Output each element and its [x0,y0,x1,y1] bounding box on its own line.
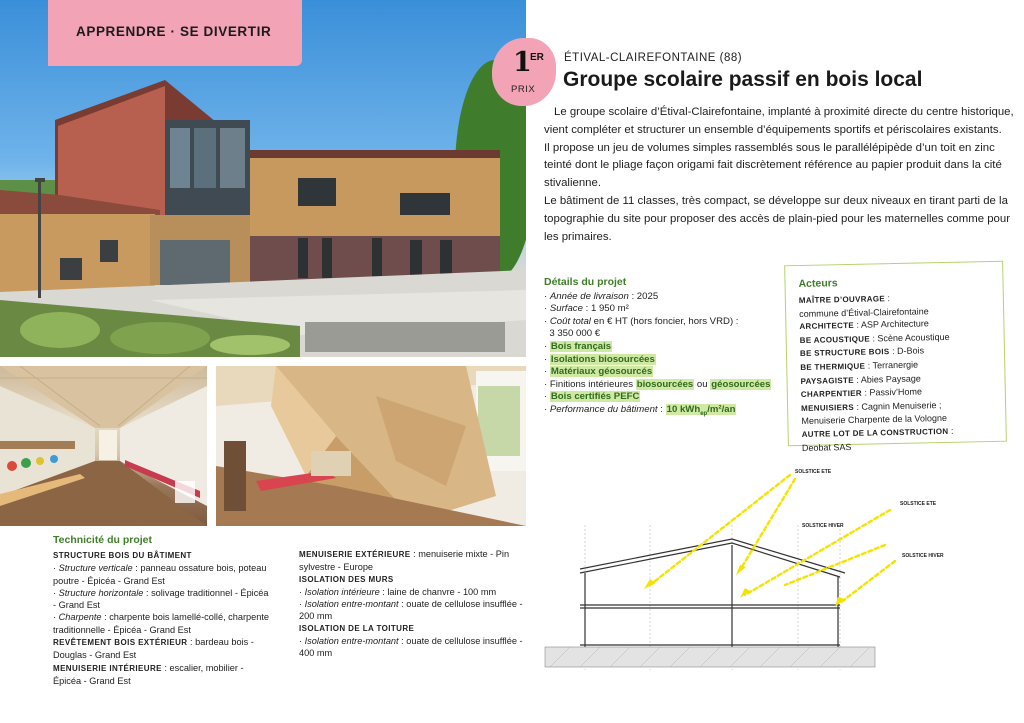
tech-item-vertical: · Structure verticale : panneau ossature bois, poteau poutre - Épicéa - Grand Est [53,563,267,586]
detail-year-label: Année de livraison [549,290,629,302]
corridor-photo [0,366,207,526]
actor-role: ARCHITECTE [799,321,855,332]
description-paragraph: Il propose un jeu de volumes simples rassemblés sous le parallélépipède d’un toit en zinc teinté dont le pliage façon origami fait discrètement référence au papier produit dans la cité stivalienne. [544,141,1002,190]
solstice-label: SOLSTICE HIVER [802,523,844,529]
badge-wood: Bois français [550,340,612,352]
actor-name: Menuiserie Charpente de la Vologne [801,413,948,427]
tech-item-horizontal: · Structure horizontale : solivage traditionnel - Épicéa - Grand Est [53,587,269,611]
tech-horizontal-value: : solivage traditionnel - Épicéa - Grand Est [53,587,269,611]
actor-name: commune d’Étival-Clairefontaine [799,305,929,319]
actors-title: Acteurs [798,277,838,291]
actor-name: Cagnin Menuiserie ; [861,399,942,412]
detail-surface-label: Surface [549,303,583,315]
perf-sub: ep [700,410,708,417]
tech-item-toiture-em: · Isolation entre-montant : ouate de cellulose insufflée - 400 mm [299,636,523,659]
actor-sep: : [865,360,873,371]
actors-list [799,290,996,454]
actor-name: Terranergie [872,359,919,371]
perf-label: Performance du bâtiment [549,403,658,415]
detail-badge-materials: · Matériaux géosourcés [544,366,653,378]
actor-role: CHARPENTIER [800,388,863,400]
actor-role: BE THERMIQUE [800,361,866,372]
tech-menuiserie-ext-value: : menuiserie mixte - Pin sylvestre - Europe [299,549,510,573]
actor-sep: : [889,346,898,357]
actor-name: Passiv’Home [869,386,923,398]
tech-item-murs-em: · Isolation entre-montant : ouate de cellulose insufflée - 200 mm [299,599,523,622]
description-paragraph: Le bâtiment de 11 classes, très compact, se développe sur deux niveaux en tirant parti de la topographie du site pour proposer des accès de plain-pied pour les maternelles comme pour les primaires. [544,194,1011,243]
tech-menuiserie-int-cap: MENUISERIE INTÉRIEURE [53,663,162,673]
actor-role: BE STRUCTURE BOIS [799,347,890,359]
stair-illustration [216,366,526,526]
tech-item-menuiserie-ext [299,548,523,574]
finishes-bio: biosourcées [636,378,694,390]
actor-role: PAYSAGISTE [800,375,854,386]
tech-toiture-em-value: : ouate de cellulose insufflée - 400 mm [299,636,523,659]
tech-item-menuiserie-int [53,662,271,688]
building-section-drawing [540,465,980,677]
finishes-mid: ou [694,378,711,390]
description-paragraph: Le groupe scolaire d’Étival-Clairefontaine, implanté à proximité directe du centre historique, vient compléter et structurer un ensemble d’équipements sportifs et périscolaires existants. [544,106,1014,136]
prize-rank: 1 [513,47,532,78]
actor-role: BE ACOUSTIQUE [799,334,871,345]
actor-sep: : [884,293,891,304]
detail-cost-label: Coût total [549,315,591,327]
badge-pefc: Bois certifiés PEFC [550,391,640,403]
perf-value-badge [666,404,737,415]
details-title: Détails du projet [544,276,627,288]
detail-year: · Année de livraison : 2025 [544,290,659,302]
actor-name: Deobat SAS [801,441,852,453]
tech-toiture-cap: ISOLATION DE LA TOITURE [299,623,415,633]
detail-surface-value: : 1 950 m² [582,303,629,315]
prize-rank-suffix: ER [530,52,544,63]
detail-cost-value: en € HT (hors foncier, hors VRD) : [590,315,739,327]
tech-section [53,534,523,686]
tech-menuiserie-int-value: : escalier, mobilier - Épicéa - Grand Est [53,662,244,686]
tech-murs-int-label: Isolation intérieure [304,586,380,597]
prize-label: PRIX [511,84,536,95]
solstice-label: SOLSTICE ETE [795,469,832,475]
detail-finishes: · Finitions intérieures biosourcées ou géosourcées [544,378,771,390]
detail-badge-wood: · Bois français [544,340,612,352]
actor-role: AUTRE LOT DE LA CONSTRUCTION [801,426,949,439]
category-tag [48,0,302,66]
corridor-illustration [0,366,207,526]
solstice-label: SOLSTICE HIVER [902,553,944,559]
tech-column-right [299,548,523,660]
actor-sep: : [853,319,862,331]
actor-sep: : [853,401,862,412]
tech-menuiserie-ext-cap: MENUISERIE EXTÉRIEURE [299,550,411,559]
actor-name: D-Bois [896,345,925,357]
tech-horizontal-label: Structure horizontale [58,587,144,598]
tech-item-charpente: · Charpente : charpente bois lamellé-collé, charpente traditionnelle - Épicéa - Grand Est [53,612,270,635]
actor-name: ASP Architecture [860,318,929,330]
tech-vertical-label: Structure verticale [58,563,133,574]
prize-badge [492,38,556,106]
origami-stair-photo [216,366,526,526]
detail-surface: · Surface : 1 950 m² [544,303,629,315]
tech-murs-em-value: : ouate de cellulose insufflée - 200 mm [299,599,523,622]
tech-revetement-cap: REVÊTEMENT BOIS EXTÉRIEUR [53,638,188,648]
tech-item-revetement [53,636,271,662]
detail-cost-amount-value: 3 350 000 € [549,328,601,340]
perf-sep: : [657,403,666,415]
actor-sep: : [948,425,954,436]
tech-murs-cap: ISOLATION DES MURS [299,574,394,584]
page-title: Groupe scolaire passif en bois local [563,68,923,91]
project-details [544,276,784,420]
finishes-prefix: Finitions intérieures [549,378,636,390]
actor-role: MENUISIERS [801,402,855,413]
actors-box [784,261,1007,453]
detail-performance: · Performance du bâtiment : 10 kWh$_{ep}$/m²/an [544,403,736,417]
project-description [544,104,1014,246]
project-location: ÉTIVAL-CLAIREFONTAINE (88) [564,52,743,64]
solstice-label: SOLSTICE ETE [900,501,937,507]
tech-title: Technicité du projet [53,534,152,546]
finishes-geo: géosourcées [711,378,771,390]
detail-cost-amount [544,328,784,341]
tech-murs-int-value: : laine de chanvre - 100 mm [379,586,497,597]
tech-toiture-em-label: Isolation entre-montant [304,636,399,647]
actor-sep: : [869,333,878,344]
actor-role: MAÎTRE D’OUVRAGE [798,294,886,306]
detail-badge-insulation: · Isolations biosourcées [544,353,655,365]
detail-year-value: : 2025 [628,290,659,302]
tech-murs-em-label: Isolation entre-montant [304,599,399,610]
tech-vertical-value: : panneau ossature bois, poteau poutre - Épicéa - Grand Est [53,563,267,586]
tech-column-left [53,550,271,687]
actor-sep: : [861,387,870,398]
category-tag-label: APPRENDRE · SE DIVERTIR [76,24,272,39]
actor-sep: : [853,374,861,385]
badge-materials: Matériaux géosourcés [550,366,653,378]
tech-structure-cap: STRUCTURE BOIS DU BÂTIMENT [53,551,192,560]
tech-charpente-label: Charpente [58,612,102,623]
tech-item-murs-int: · Isolation intérieure : laine de chanvre - 100 mm [299,586,497,597]
badge-insulation: Isolations biosourcées [550,353,655,365]
perf-value: 10 kWh [666,403,701,415]
detail-badge-pefc: · Bois certifiés PEFC [544,391,640,403]
actor-name: Scène Acoustique [877,331,950,344]
tech-revetement-value: : bardeau bois - Douglas - Grand Est [53,637,254,661]
perf-unit: /m²/an [707,403,736,415]
actor-name: Abies Paysage [860,373,921,385]
tech-charpente-value: : charpente bois lamellé-collé, charpente traditionnelle - Épicéa - Grand Est [53,612,270,635]
detail-cost: · Coût total en € HT (hors foncier, hors VRD) : [544,315,739,327]
